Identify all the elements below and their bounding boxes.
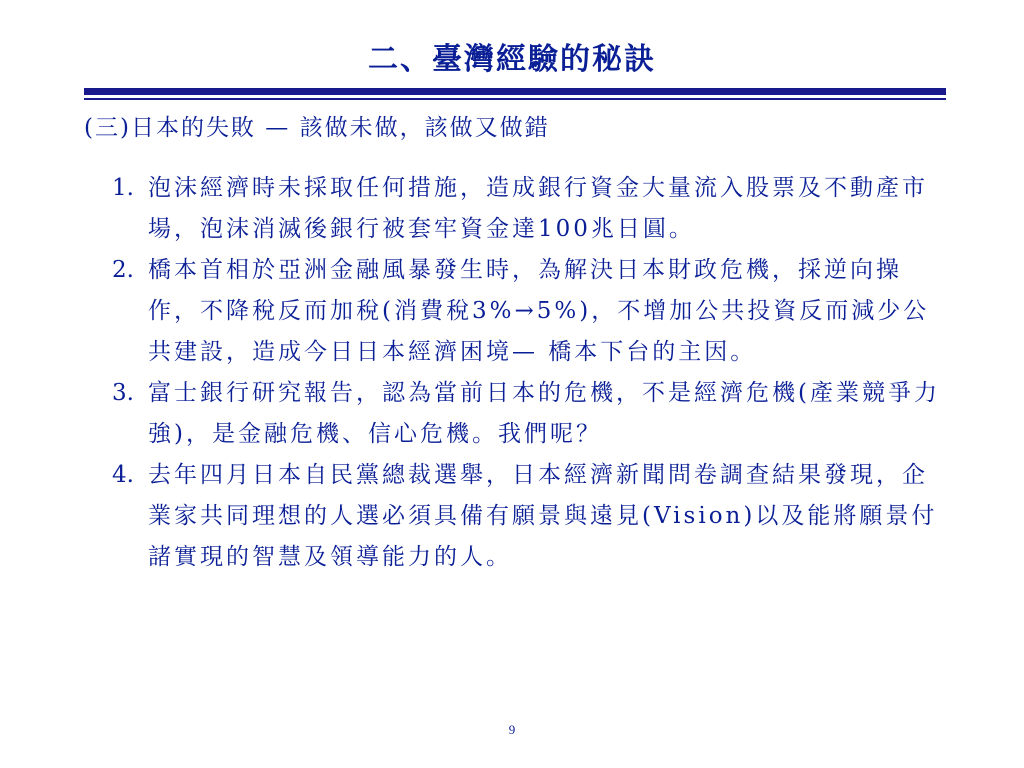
list-item-text: 橋本首相於亞洲金融風暴發生時，為解決日本財政危機，採逆向操作，不降稅反而加稅(消費稅3%→5%)，不增加公共投資反而減少公共建設，造成今日日本經濟困境— 橋本下台的主因。 — [148, 257, 930, 365]
list-item — [112, 455, 942, 578]
title-divider-thin — [84, 98, 946, 100]
numbered-list — [112, 168, 942, 578]
title-divider-thick — [84, 88, 946, 95]
list-item — [112, 168, 942, 250]
list-item-number: 1. — [112, 175, 134, 201]
list-item-text: 富士銀行研究報告，認為當前日本的危機，不是經濟危機(產業競爭力強)，是金融危機、信心危機。我們呢？ — [148, 380, 940, 447]
list-item — [112, 373, 942, 455]
list-item — [112, 250, 942, 373]
slide-title: 二、臺灣經驗的秘訣 — [368, 42, 656, 77]
list-item-number: 3. — [112, 380, 134, 406]
list-item-text: 泡沫經濟時未採取任何措施，造成銀行資金大量流入股票及不動產市場，泡沫消滅後銀行被套牢資金達100兆日圓。 — [148, 175, 928, 242]
list-item-number: 4. — [112, 462, 134, 488]
list-item-number: 2. — [112, 257, 134, 283]
list-item-text: 去年四月日本自民黨總裁選舉，日本經濟新聞問卷調查結果發現，企業家共同理想的人選必須具備有願景與遠見(Vision)以及能將願景付諸實現的智慧及領導能力的人。 — [148, 462, 938, 570]
page-number: 9 — [508, 722, 516, 737]
section-heading: (三)日本的失敗 — 該做未做，該做又做錯 — [84, 115, 550, 141]
